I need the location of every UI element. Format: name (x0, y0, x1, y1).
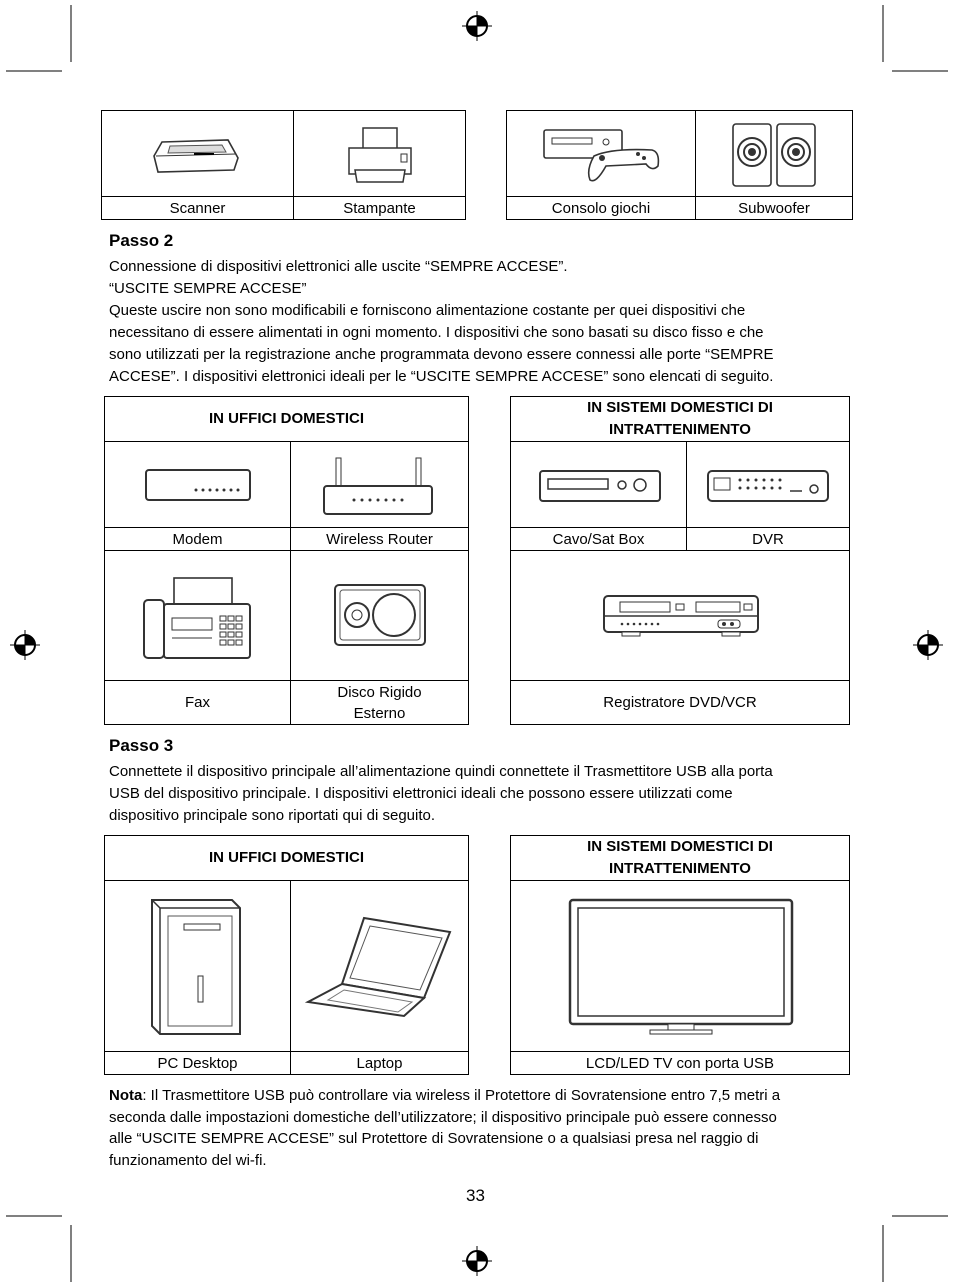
modem-icon (144, 468, 252, 502)
pc-tower-icon (148, 896, 244, 1038)
hard-disk-label-line-1: Disco Rigido (337, 683, 422, 701)
modem-label: Modem (104, 527, 291, 551)
entertainment-header-2 (510, 835, 850, 881)
scanner-label: Scanner (101, 196, 294, 220)
dvr-label: DVR (686, 527, 850, 551)
passo2-line-5: sono utilizzati per la registrazione anche programmata devono essere connessi alle porte “SEMPRE (109, 346, 774, 363)
hard-disk-label-line-2: Esterno (353, 704, 406, 722)
game-console-icon (542, 126, 662, 190)
registration-mark-icon (462, 11, 492, 41)
scanner-icon (150, 136, 242, 178)
passo3-line-1: Connettete il dispositivo principale all’alimentazione quindi connettete il Trasmettitore USB alla porta (109, 763, 773, 780)
registration-mark-icon (10, 630, 40, 660)
passo3-line-2: USB del dispositivo principale. I dispositivi elettronici ideali che possono essere utilizzati come (109, 785, 733, 802)
fax-icon (142, 576, 252, 660)
entertainment-header-2-line-2: INTRATTENIMENTO (609, 860, 751, 877)
dvr-icon (706, 469, 830, 503)
passo2-line-1: Connessione di dispositivi elettronici alle uscite “SEMPRE ACCESE”. (109, 258, 568, 275)
registration-mark-icon (913, 630, 943, 660)
console-label: Consolo giochi (506, 196, 696, 220)
fax-label: Fax (104, 680, 291, 725)
printer-icon (345, 126, 415, 184)
passo2-line-6: ACCESE”. I dispositivi elettronici ideali per le “USCITE SEMPRE ACCESE” sono elencati di seguito. (109, 368, 774, 385)
passo2-line-4: necessitano di essere alimentati in ogni momento. I dispositivi che sono basati su disco fisso e che (109, 324, 764, 341)
printer-label: Stampante (293, 196, 466, 220)
subwoofer-label: Subwoofer (695, 196, 853, 220)
passo3-heading: Passo 3 (109, 736, 174, 755)
passo2-line-2: “USCITE SEMPRE ACCESE” (109, 280, 307, 297)
passo3-line-3: dispositivo principale sono riportati qui di seguito. (109, 807, 436, 824)
page-number: 33 (466, 1186, 485, 1205)
nota-line-3: alle “USCITE SEMPRE ACCESE” sul Protettore di Sovratensione o a qualsiasi presa nel raggio di (109, 1130, 759, 1147)
router-label: Wireless Router (290, 527, 469, 551)
entertainment-header-line-2: INTRATTENIMENTO (609, 421, 751, 438)
office-header: IN UFFICI DOMESTICI (104, 396, 469, 442)
nota-text-1: : Il Trasmettitore USB può controllare via wireless il Protettore di Sovratensione entro 7,5 metri a (142, 1087, 781, 1104)
cable-box-icon (538, 469, 662, 503)
nota-line-4: funzionamento del wi-fi. (109, 1152, 267, 1169)
entertainment-header (510, 396, 850, 442)
passo2-line-3: Queste uscire non sono modificabili e forniscono alimentazione costante per quei dispositivi che (109, 302, 746, 319)
entertainment-header-line-1: IN SISTEMI DOMESTICI DI (587, 399, 773, 416)
pc-label: PC Desktop (104, 1051, 291, 1075)
hard-disk-icon (333, 583, 427, 647)
speakers-icon (730, 122, 818, 188)
hard-disk-label (290, 680, 469, 725)
dvd-vcr-label: Registratore DVD/VCR (510, 680, 850, 725)
tv-label: LCD/LED TV con porta USB (510, 1051, 850, 1075)
office-header-2: IN UFFICI DOMESTICI (104, 835, 469, 881)
passo2-heading: Passo 2 (109, 231, 174, 250)
nota-label: Nota (109, 1087, 143, 1104)
nota-line-1 (109, 1085, 849, 1107)
cable-box-label: Cavo/Sat Box (510, 527, 687, 551)
router-icon (322, 456, 434, 518)
registration-mark-icon (462, 1246, 492, 1276)
laptop-icon (304, 914, 454, 1020)
laptop-label: Laptop (290, 1051, 469, 1075)
nota-line-2: seconda dalle impostazioni domestiche dell’utilizzatore; il dispositivo principale può essere connesso (109, 1109, 777, 1126)
tv-icon (568, 898, 794, 1036)
entertainment-header-2-line-1: IN SISTEMI DOMESTICI DI (587, 838, 773, 855)
dvd-vcr-icon (602, 594, 760, 638)
